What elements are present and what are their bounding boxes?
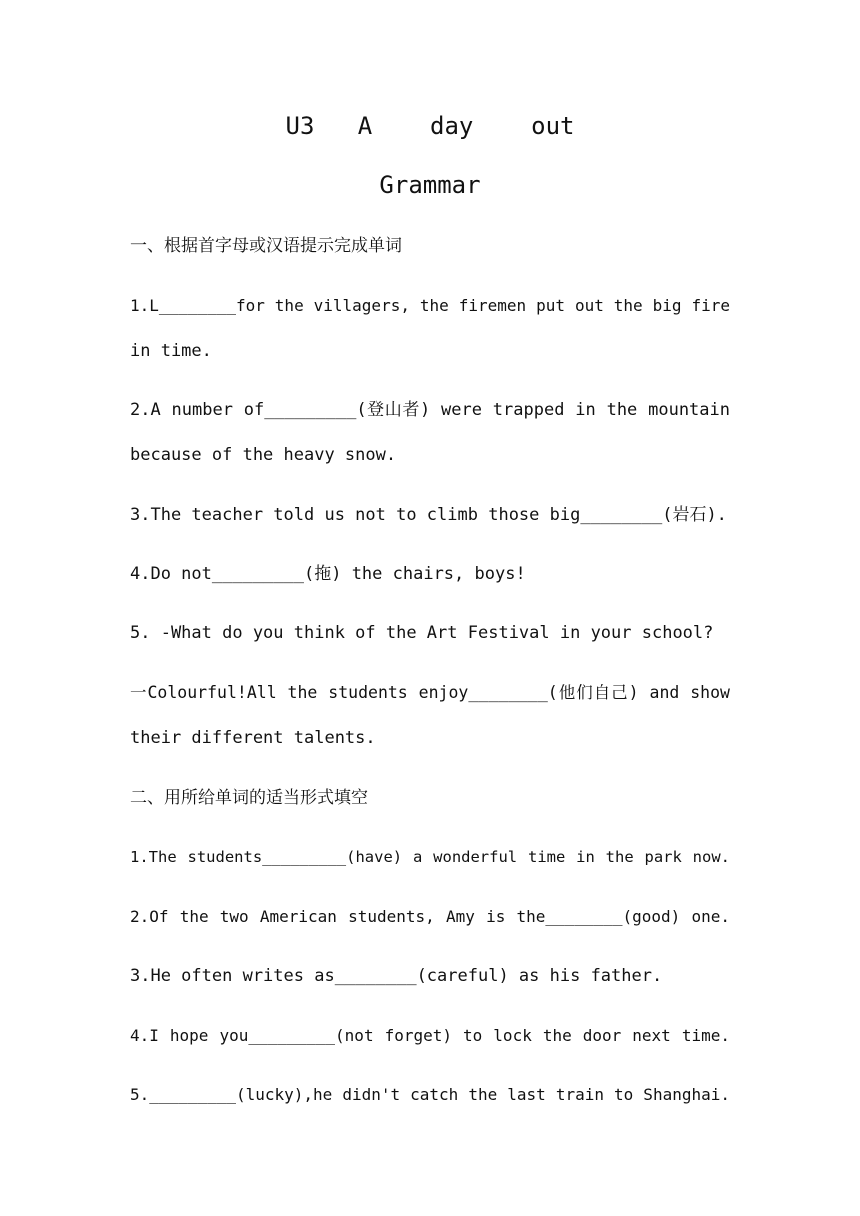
- s1-question4: 4.Do not_________(拖) the chairs, boys!: [130, 564, 526, 584]
- page-title: U3 A day out: [285, 112, 575, 140]
- s1-question5-line2: 一Colourful!All the students enjoy________(他们自己) and show: [130, 683, 730, 702]
- s1-question2-line1: 2.A number of_________(登山者) were trapped in the mountain: [130, 400, 730, 420]
- s1-question1-line2: in time.: [130, 341, 212, 361]
- section1-heading: 一、根据首字母或汉语提示完成单词: [130, 236, 402, 256]
- s2-question5: 5._________(lucky),he didn't catch the last train to Shanghai.: [130, 1085, 730, 1104]
- s2-question2: 2.Of the two American students, Amy is the________(good) one.: [130, 907, 730, 926]
- section2-heading: 二、用所给单词的适当形式填空: [130, 788, 368, 808]
- s2-question3: 3.He often writes as________(careful) as his father.: [130, 966, 663, 986]
- s1-question2-line2: because of the heavy snow.: [130, 445, 397, 465]
- page-subtitle: Grammar: [379, 171, 481, 199]
- s1-question5-line1: 5. -What do you think of the Art Festival in your school?: [130, 623, 714, 643]
- s2-question1: 1.The students_________(have) a wonderful time in the park now.: [130, 848, 730, 866]
- s1-question5-line3: their different talents.: [130, 728, 376, 748]
- s1-question3: 3.The teacher told us not to climb those big________(岩石).: [130, 505, 727, 525]
- s1-question1-line1: 1.L________for the villagers, the firemen put out the big fire: [130, 296, 730, 315]
- s2-question4: 4.I hope you_________(not forget) to lock the door next time.: [130, 1026, 730, 1045]
